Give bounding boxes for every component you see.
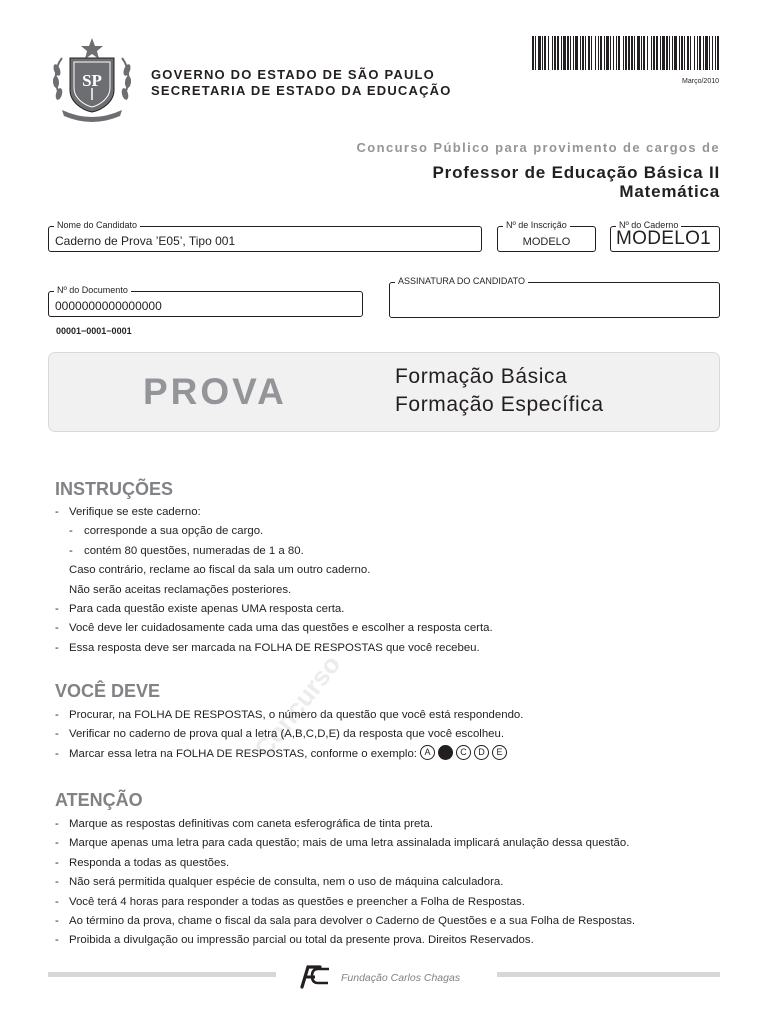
barcode-bar: [598, 36, 599, 70]
barcode-bar: [647, 36, 648, 70]
inscription-number-label: Nº de Inscrição: [503, 220, 570, 231]
list-item: - corresponde a sua opção de cargo.: [55, 522, 493, 541]
barcode-bar: [641, 36, 642, 70]
signature-field[interactable]: [389, 276, 720, 318]
answer-bubble-c: C: [456, 745, 471, 760]
list-item-text: Marcar essa letra na FOLHA DE RESPOSTAS, conforme o exemplo:: [69, 747, 417, 760]
answer-bubble-a: A: [420, 745, 435, 760]
barcode-bar: [557, 36, 559, 70]
barcode-bar: [687, 36, 689, 70]
barcode-bar: [703, 36, 704, 70]
booklet-number-label: Nº do Caderno: [616, 220, 681, 231]
booklet-number-value: MODELO1: [616, 228, 712, 249]
candidate-name-label: Nome do Candidato: [54, 220, 140, 231]
barcode-bar: [606, 36, 609, 70]
exam-date: Março/2010: [682, 78, 719, 85]
barcode-bar: [699, 36, 701, 70]
barcode-bar: [575, 36, 578, 70]
barcode-bar: [542, 36, 543, 70]
list-item: - Ao término da prova, chame o fiscal da sala para devolver o Caderno de Questões e a sua Folha de Respostas.: [55, 912, 635, 931]
inscription-number-field[interactable]: [497, 220, 596, 252]
barcode-bar: [554, 36, 556, 70]
barcode-bar: [709, 36, 710, 70]
list-item: - Marque apenas uma letra para cada questão; mais de uma letra assinalada implicará anulação dessa questão.: [55, 834, 635, 853]
answer-bubble-d: D: [474, 745, 489, 760]
list-item: - Verificar no caderno de prova qual a letra (A,B,C,D,E) da resposta que você escolheu.: [55, 725, 523, 744]
barcode-bar: [604, 36, 605, 70]
barcode-bar: [637, 36, 640, 70]
barcode-bar: [697, 36, 698, 70]
barcode-bar: [573, 36, 574, 70]
prova-banner: [48, 352, 720, 432]
barcode-bar: [705, 36, 708, 70]
barcode-bar: [618, 36, 620, 70]
list-item: - Procurar, na FOLHA DE RESPOSTAS, o número da questão que você está respondendo.: [55, 706, 523, 725]
barcode-bar: [563, 36, 566, 70]
foundation-name: Fundação Carlos Chagas: [341, 972, 461, 984]
barcode-bar: [660, 36, 661, 70]
barcode-bar: [582, 36, 584, 70]
barcode-bar: [580, 36, 581, 70]
footer-rule-left: [48, 972, 276, 977]
attention-heading: ATENÇÃO: [55, 790, 143, 810]
barcode-bar: [623, 36, 624, 70]
sao-paulo-coat-of-arms-logo: [50, 36, 134, 124]
prova-title: PROVA: [143, 371, 287, 412]
barcode-bar: [717, 36, 719, 70]
barcode-bar: [653, 36, 655, 70]
cargo-line-2: Matemática: [619, 182, 720, 201]
barcode-bar: [561, 36, 562, 70]
barcode-bar: [535, 36, 536, 70]
watermark-text: Concurso: [248, 649, 347, 764]
barcode-bar: [610, 36, 611, 70]
barcode-bar: [625, 36, 627, 70]
list-item: Não serão aceitas reclamações posteriores.: [69, 583, 292, 596]
prova-subtitle-2: Formação Específica: [395, 393, 604, 416]
answer-example: [420, 745, 507, 760]
candidate-name-value: Caderno de Prova ’E05’, Tipo 001: [55, 234, 236, 248]
barcode-bar: [585, 36, 586, 70]
you-must-list: [55, 706, 523, 764]
list-item: - Responda a todas as questões.: [55, 854, 635, 873]
signature-label: ASSINATURA DO CANDIDATO: [395, 276, 528, 287]
barcode-bar: [651, 36, 652, 70]
barcode-bar: [538, 36, 541, 70]
you-must-heading: VOCÊ DEVE: [55, 681, 161, 701]
list-item: - Marque as respostas definitivas com caneta esferográfica de tinta preta.: [55, 815, 635, 834]
barcode-bar: [548, 36, 549, 70]
barcode-bar: [674, 36, 677, 70]
barcode-bar: [672, 36, 673, 70]
barcode-bar: [544, 36, 546, 70]
fcc-logo-icon: [298, 963, 332, 989]
prova-subtitle-1: Formação Básica: [395, 365, 568, 388]
barcode-bar: [588, 36, 590, 70]
government-line-2: SECRETARIA DE ESTADO DA EDUCAÇÃO: [151, 83, 452, 98]
barcode-bar: [656, 36, 658, 70]
barcode-bar: [567, 36, 569, 70]
barcode-bar: [613, 36, 614, 70]
list-item: - Você deve ler cuidadosamente cada uma das questões e escolher a resposta certa.: [55, 619, 493, 638]
document-number-label: Nº do Documento: [54, 285, 131, 296]
barcode-bar: [694, 36, 695, 70]
instructions-list: [55, 503, 493, 658]
list-item: - Verifique se este caderno:: [55, 503, 493, 522]
instructions-heading: INSTRUÇÕES: [55, 479, 174, 499]
list-item: - contém 80 questões, numeradas de 1 a 80.: [55, 542, 493, 561]
government-line-1: GOVERNO DO ESTADO DE SÃO PAULO: [151, 67, 435, 82]
document-code: 00001−0001−0001: [56, 326, 132, 336]
barcode-bar: [591, 36, 592, 70]
list-item: - Para cada questão existe apenas UMA resposta certa.: [55, 600, 493, 619]
barcode-bar: [532, 36, 534, 70]
barcode-graphic: [532, 36, 720, 70]
barcode-bar: [666, 36, 668, 70]
barcode-bar: [552, 36, 553, 70]
barcode-bar: [681, 36, 683, 70]
cargo-title: [433, 163, 720, 201]
answer-bubble-b-filled: [438, 745, 453, 760]
list-item: [55, 745, 523, 764]
seal-letters: SP: [82, 71, 102, 90]
attention-list: [55, 815, 635, 951]
barcode-bar: [634, 36, 635, 70]
document-number-field[interactable]: [48, 285, 363, 317]
document-number-value: 0000000000000000: [55, 299, 162, 313]
barcode-bar: [684, 36, 685, 70]
barcode-bar: [690, 36, 691, 70]
answer-bubble-e: E: [492, 745, 507, 760]
barcode-bar: [669, 36, 670, 70]
barcode-bar: [662, 36, 665, 70]
list-item: - Proibida a divulgação ou impressão parcial ou total da presente prova. Direitos Reservados.: [55, 931, 635, 950]
barcode-bar: [628, 36, 630, 70]
barcode-bar: [570, 36, 571, 70]
barcode-bar: [679, 36, 680, 70]
candidate-name-field[interactable]: [48, 220, 482, 252]
inscription-number-value: MODELO: [522, 236, 571, 248]
footer-rule-right: [497, 972, 720, 977]
barcode-bar: [715, 36, 716, 70]
prova-subtitles: [395, 363, 604, 419]
concurso-description: Concurso Público para provimento de cargos de: [356, 140, 720, 155]
barcode-bar: [600, 36, 602, 70]
barcode-bar: [712, 36, 713, 70]
barcode-bar: [616, 36, 617, 70]
list-item: Caso contrário, reclame ao fiscal da sala um outro caderno.: [69, 564, 371, 577]
barcode-bar: [643, 36, 645, 70]
list-item: - Você terá 4 horas para responder a todas as questões e preencher a Folha de Respostas.: [55, 893, 635, 912]
list-item: - Não será permitida qualquer espécie de consulta, nem o uso de máquina calculadora.: [55, 873, 635, 892]
cargo-line-1: Professor de Educação Básica II: [432, 163, 720, 182]
barcode-bar: [631, 36, 633, 70]
barcode-bar: [595, 36, 596, 70]
list-item: - Essa resposta deve ser marcada na FOLHA DE RESPOSTAS que você recebeu.: [55, 639, 493, 658]
booklet-number-field[interactable]: [610, 220, 720, 252]
government-header: [151, 67, 452, 99]
